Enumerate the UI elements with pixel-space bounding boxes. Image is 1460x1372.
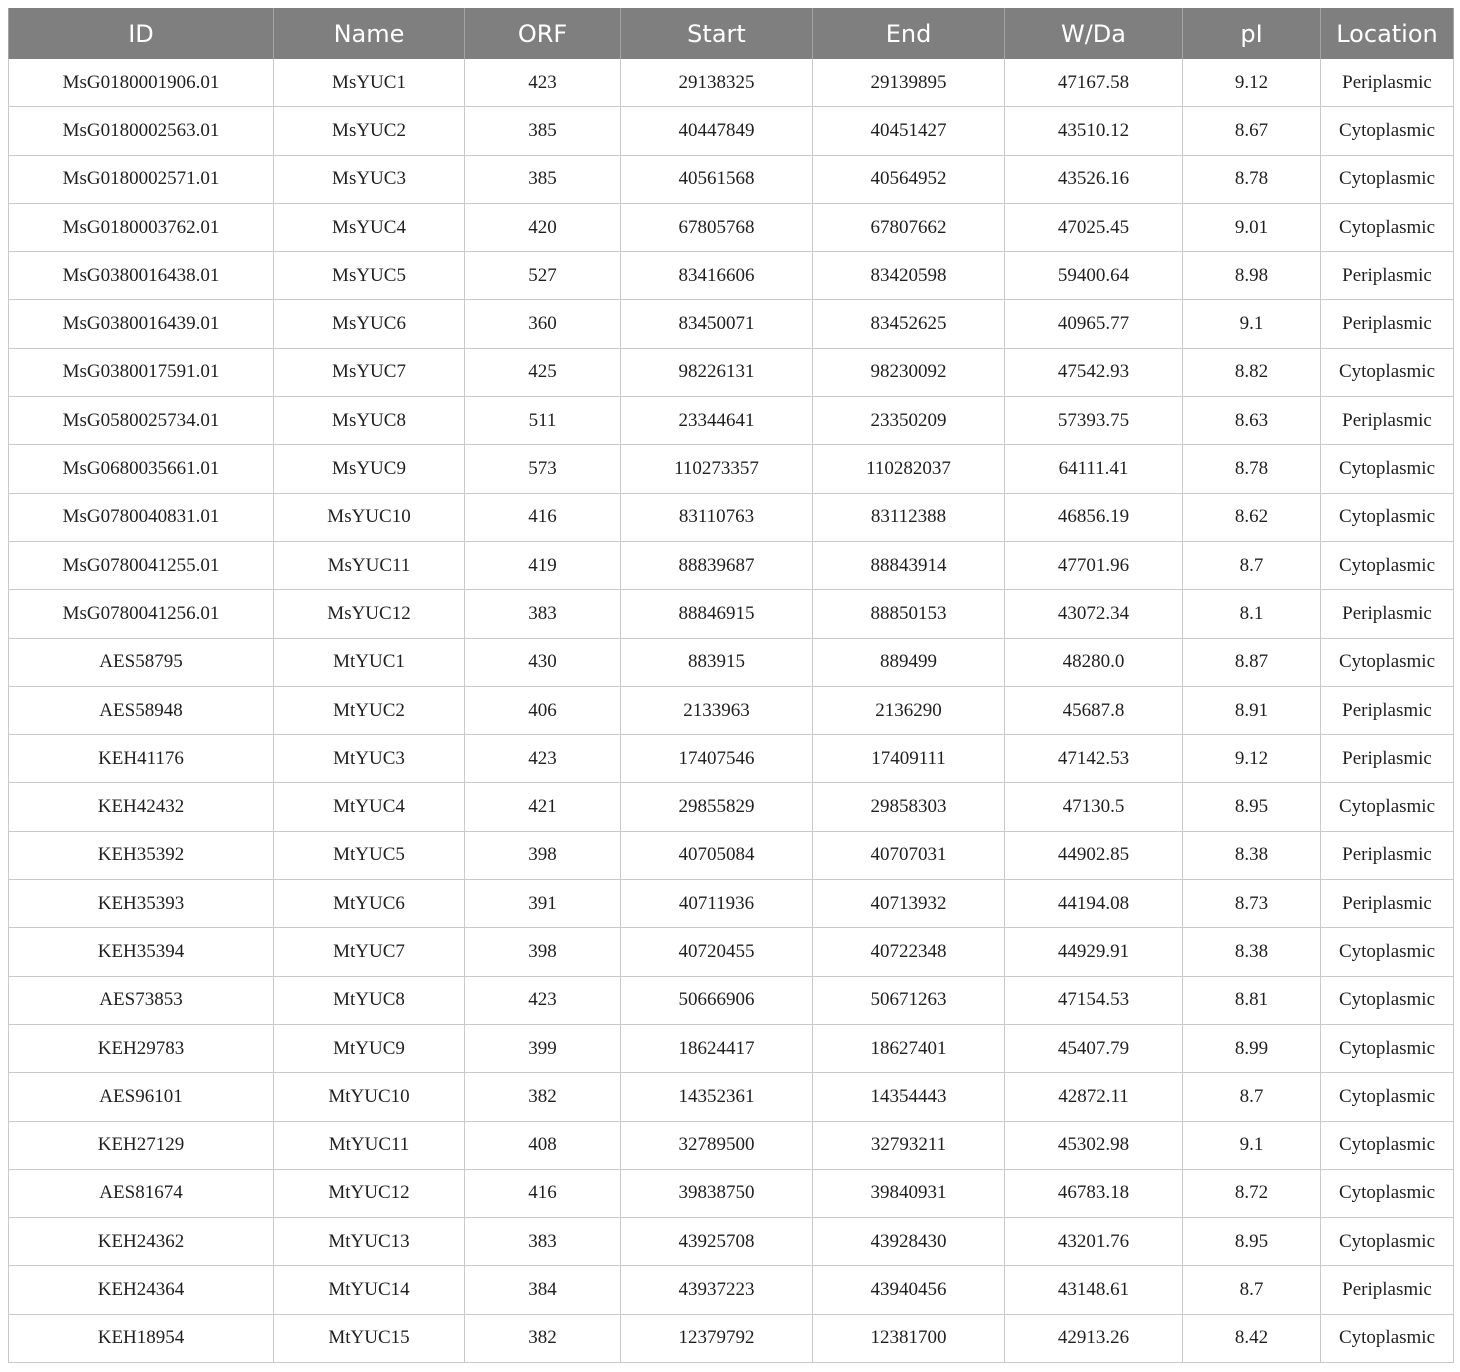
cell-location: Periplasmic: [1321, 590, 1454, 638]
cell-orf: 416: [465, 493, 621, 541]
cell-orf: 423: [465, 976, 621, 1024]
cell-pi: 8.87: [1183, 638, 1321, 686]
cell-id: KEH27129: [9, 1121, 274, 1169]
cell-start: 43937223: [621, 1266, 813, 1314]
cell-pi: 8.78: [1183, 155, 1321, 203]
cell-start: 88839687: [621, 541, 813, 589]
cell-start: 40447849: [621, 107, 813, 155]
cell-name: MsYUC5: [274, 252, 465, 300]
cell-end: 83112388: [813, 493, 1005, 541]
cell-pi: 8.99: [1183, 1024, 1321, 1072]
cell-pi: 8.63: [1183, 397, 1321, 445]
table-row: [9, 107, 1454, 155]
cell-id: KEH41176: [9, 735, 274, 783]
cell-pi: 8.7: [1183, 541, 1321, 589]
cell-id: MsG0180001906.01: [9, 59, 274, 107]
table-row: [9, 1121, 1454, 1169]
cell-orf: 382: [465, 1314, 621, 1362]
cell-weight: 48280.0: [1005, 638, 1183, 686]
cell-weight: 43510.12: [1005, 107, 1183, 155]
cell-location: Cytoplasmic: [1321, 1169, 1454, 1217]
cell-pi: 9.1: [1183, 1121, 1321, 1169]
cell-weight: 45407.79: [1005, 1024, 1183, 1072]
cell-start: 12379792: [621, 1314, 813, 1362]
cell-start: 67805768: [621, 203, 813, 251]
cell-weight: 46783.18: [1005, 1169, 1183, 1217]
cell-name: MsYUC6: [274, 300, 465, 348]
cell-name: MtYUC3: [274, 735, 465, 783]
cell-weight: 40965.77: [1005, 300, 1183, 348]
cell-orf: 527: [465, 252, 621, 300]
cell-end: 39840931: [813, 1169, 1005, 1217]
table-row: [9, 686, 1454, 734]
cell-pi: 8.73: [1183, 880, 1321, 928]
cell-orf: 385: [465, 155, 621, 203]
cell-pi: 8.72: [1183, 1169, 1321, 1217]
table-row: [9, 541, 1454, 589]
cell-weight: 43201.76: [1005, 1218, 1183, 1266]
cell-orf: 383: [465, 590, 621, 638]
cell-name: MtYUC1: [274, 638, 465, 686]
column-header-name: Name: [274, 8, 465, 59]
cell-weight: 64111.41: [1005, 445, 1183, 493]
cell-id: MsG0380016439.01: [9, 300, 274, 348]
cell-orf: 383: [465, 1218, 621, 1266]
column-header-orf: ORF: [465, 8, 621, 59]
cell-orf: 384: [465, 1266, 621, 1314]
cell-orf: 385: [465, 107, 621, 155]
cell-end: 29139895: [813, 59, 1005, 107]
yuc-gene-table: [8, 8, 1454, 1363]
cell-pi: 8.42: [1183, 1314, 1321, 1362]
cell-pi: 8.38: [1183, 831, 1321, 879]
cell-name: MtYUC9: [274, 1024, 465, 1072]
table-row: [9, 348, 1454, 396]
cell-location: Periplasmic: [1321, 397, 1454, 445]
cell-id: MsG0380016438.01: [9, 252, 274, 300]
cell-end: 40451427: [813, 107, 1005, 155]
cell-orf: 423: [465, 59, 621, 107]
cell-end: 83420598: [813, 252, 1005, 300]
cell-end: 40564952: [813, 155, 1005, 203]
cell-end: 2136290: [813, 686, 1005, 734]
cell-end: 83452625: [813, 300, 1005, 348]
cell-id: MsG0680035661.01: [9, 445, 274, 493]
cell-start: 29855829: [621, 783, 813, 831]
cell-weight: 42872.11: [1005, 1073, 1183, 1121]
cell-start: 50666906: [621, 976, 813, 1024]
cell-weight: 47701.96: [1005, 541, 1183, 589]
cell-location: Cytoplasmic: [1321, 541, 1454, 589]
column-header-end: End: [813, 8, 1005, 59]
cell-end: 40713932: [813, 880, 1005, 928]
table-row: [9, 300, 1454, 348]
cell-start: 40561568: [621, 155, 813, 203]
cell-location: Periplasmic: [1321, 735, 1454, 783]
cell-end: 50671263: [813, 976, 1005, 1024]
cell-location: Cytoplasmic: [1321, 107, 1454, 155]
table-row: [9, 252, 1454, 300]
cell-location: Periplasmic: [1321, 686, 1454, 734]
cell-name: MtYUC14: [274, 1266, 465, 1314]
cell-end: 67807662: [813, 203, 1005, 251]
cell-start: 32789500: [621, 1121, 813, 1169]
cell-location: Cytoplasmic: [1321, 155, 1454, 203]
cell-name: MtYUC7: [274, 928, 465, 976]
cell-end: 43928430: [813, 1218, 1005, 1266]
cell-name: MsYUC12: [274, 590, 465, 638]
cell-end: 40707031: [813, 831, 1005, 879]
cell-orf: 398: [465, 831, 621, 879]
table-row: [9, 203, 1454, 251]
cell-start: 40705084: [621, 831, 813, 879]
cell-id: KEH24362: [9, 1218, 274, 1266]
cell-id: KEH42432: [9, 783, 274, 831]
table-row: [9, 976, 1454, 1024]
cell-end: 40722348: [813, 928, 1005, 976]
cell-id: MsG0180002571.01: [9, 155, 274, 203]
cell-end: 88843914: [813, 541, 1005, 589]
cell-end: 17409111: [813, 735, 1005, 783]
cell-name: MtYUC6: [274, 880, 465, 928]
cell-pi: 9.12: [1183, 735, 1321, 783]
cell-weight: 59400.64: [1005, 252, 1183, 300]
cell-orf: 398: [465, 928, 621, 976]
cell-weight: 47130.5: [1005, 783, 1183, 831]
cell-id: KEH35393: [9, 880, 274, 928]
cell-weight: 47142.53: [1005, 735, 1183, 783]
cell-name: MtYUC11: [274, 1121, 465, 1169]
cell-location: Cytoplasmic: [1321, 203, 1454, 251]
table-row: [9, 1024, 1454, 1072]
cell-end: 98230092: [813, 348, 1005, 396]
cell-name: MsYUC9: [274, 445, 465, 493]
table-row: [9, 59, 1454, 107]
cell-pi: 8.38: [1183, 928, 1321, 976]
table-row: [9, 831, 1454, 879]
cell-pi: 8.98: [1183, 252, 1321, 300]
cell-id: KEH35394: [9, 928, 274, 976]
cell-start: 17407546: [621, 735, 813, 783]
table-row: [9, 1266, 1454, 1314]
cell-start: 883915: [621, 638, 813, 686]
cell-id: MsG0780040831.01: [9, 493, 274, 541]
cell-location: Periplasmic: [1321, 252, 1454, 300]
cell-location: Cytoplasmic: [1321, 445, 1454, 493]
table-row: [9, 1314, 1454, 1362]
cell-name: MsYUC10: [274, 493, 465, 541]
cell-id: KEH18954: [9, 1314, 274, 1362]
cell-end: 32793211: [813, 1121, 1005, 1169]
cell-orf: 425: [465, 348, 621, 396]
cell-pi: 8.67: [1183, 107, 1321, 155]
cell-start: 98226131: [621, 348, 813, 396]
cell-location: Cytoplasmic: [1321, 638, 1454, 686]
cell-orf: 399: [465, 1024, 621, 1072]
cell-weight: 43526.16: [1005, 155, 1183, 203]
cell-end: 889499: [813, 638, 1005, 686]
cell-name: MtYUC5: [274, 831, 465, 879]
cell-location: Periplasmic: [1321, 59, 1454, 107]
cell-end: 18627401: [813, 1024, 1005, 1072]
cell-weight: 45687.8: [1005, 686, 1183, 734]
cell-start: 29138325: [621, 59, 813, 107]
cell-start: 110273357: [621, 445, 813, 493]
table-row: [9, 155, 1454, 203]
cell-orf: 408: [465, 1121, 621, 1169]
cell-name: MsYUC7: [274, 348, 465, 396]
cell-id: KEH24364: [9, 1266, 274, 1314]
cell-location: Cytoplasmic: [1321, 783, 1454, 831]
cell-name: MsYUC8: [274, 397, 465, 445]
cell-weight: 44194.08: [1005, 880, 1183, 928]
cell-id: MsG0780041255.01: [9, 541, 274, 589]
cell-start: 23344641: [621, 397, 813, 445]
header-row: [9, 8, 1454, 59]
table-row: [9, 1073, 1454, 1121]
cell-name: MtYUC2: [274, 686, 465, 734]
cell-start: 39838750: [621, 1169, 813, 1217]
cell-id: MsG0380017591.01: [9, 348, 274, 396]
cell-weight: 57393.75: [1005, 397, 1183, 445]
cell-orf: 511: [465, 397, 621, 445]
cell-pi: 8.95: [1183, 783, 1321, 831]
cell-location: Periplasmic: [1321, 300, 1454, 348]
cell-id: KEH35392: [9, 831, 274, 879]
column-header-pi: pI: [1183, 8, 1321, 59]
cell-id: MsG0580025734.01: [9, 397, 274, 445]
cell-name: MsYUC11: [274, 541, 465, 589]
table-row: [9, 1218, 1454, 1266]
cell-start: 43925708: [621, 1218, 813, 1266]
cell-start: 14352361: [621, 1073, 813, 1121]
cell-name: MsYUC4: [274, 203, 465, 251]
cell-pi: 8.7: [1183, 1073, 1321, 1121]
cell-orf: 430: [465, 638, 621, 686]
column-header-location: Location: [1321, 8, 1454, 59]
cell-orf: 391: [465, 880, 621, 928]
cell-pi: 8.82: [1183, 348, 1321, 396]
cell-weight: 47542.93: [1005, 348, 1183, 396]
cell-pi: 8.95: [1183, 1218, 1321, 1266]
cell-id: AES96101: [9, 1073, 274, 1121]
cell-name: MtYUC13: [274, 1218, 465, 1266]
cell-orf: 423: [465, 735, 621, 783]
cell-pi: 9.1: [1183, 300, 1321, 348]
column-header-id: ID: [9, 8, 274, 59]
cell-location: Cytoplasmic: [1321, 1073, 1454, 1121]
cell-start: 40720455: [621, 928, 813, 976]
cell-id: AES58795: [9, 638, 274, 686]
table-row: [9, 397, 1454, 445]
cell-id: AES81674: [9, 1169, 274, 1217]
cell-location: Cytoplasmic: [1321, 1314, 1454, 1362]
cell-pi: 9.12: [1183, 59, 1321, 107]
cell-end: 29858303: [813, 783, 1005, 831]
cell-orf: 406: [465, 686, 621, 734]
cell-pi: 8.7: [1183, 1266, 1321, 1314]
cell-weight: 45302.98: [1005, 1121, 1183, 1169]
cell-end: 12381700: [813, 1314, 1005, 1362]
cell-location: Cytoplasmic: [1321, 1121, 1454, 1169]
table-row: [9, 880, 1454, 928]
cell-location: Cytoplasmic: [1321, 976, 1454, 1024]
cell-end: 23350209: [813, 397, 1005, 445]
cell-weight: 44902.85: [1005, 831, 1183, 879]
cell-end: 88850153: [813, 590, 1005, 638]
cell-location: Periplasmic: [1321, 880, 1454, 928]
table-row: [9, 735, 1454, 783]
cell-end: 110282037: [813, 445, 1005, 493]
cell-orf: 573: [465, 445, 621, 493]
cell-weight: 47154.53: [1005, 976, 1183, 1024]
table-row: [9, 1169, 1454, 1217]
column-header-weight: W/Da: [1005, 8, 1183, 59]
table-row: [9, 783, 1454, 831]
cell-weight: 43148.61: [1005, 1266, 1183, 1314]
cell-orf: 421: [465, 783, 621, 831]
cell-name: MsYUC2: [274, 107, 465, 155]
cell-id: AES58948: [9, 686, 274, 734]
data-table-container: [8, 8, 1453, 1363]
cell-weight: 46856.19: [1005, 493, 1183, 541]
cell-start: 40711936: [621, 880, 813, 928]
cell-pi: 8.62: [1183, 493, 1321, 541]
cell-location: Periplasmic: [1321, 1266, 1454, 1314]
cell-orf: 382: [465, 1073, 621, 1121]
cell-start: 18624417: [621, 1024, 813, 1072]
cell-weight: 43072.34: [1005, 590, 1183, 638]
column-header-start: Start: [621, 8, 813, 59]
cell-start: 83450071: [621, 300, 813, 348]
table-row: [9, 590, 1454, 638]
cell-pi: 8.1: [1183, 590, 1321, 638]
cell-name: MtYUC15: [274, 1314, 465, 1362]
table-row: [9, 445, 1454, 493]
cell-name: MsYUC1: [274, 59, 465, 107]
cell-name: MtYUC12: [274, 1169, 465, 1217]
cell-orf: 416: [465, 1169, 621, 1217]
cell-pi: 8.81: [1183, 976, 1321, 1024]
cell-end: 14354443: [813, 1073, 1005, 1121]
cell-id: MsG0780041256.01: [9, 590, 274, 638]
cell-location: Cytoplasmic: [1321, 493, 1454, 541]
cell-weight: 42913.26: [1005, 1314, 1183, 1362]
table-body: [9, 59, 1454, 1363]
cell-id: MsG0180003762.01: [9, 203, 274, 251]
cell-weight: 47167.58: [1005, 59, 1183, 107]
cell-orf: 419: [465, 541, 621, 589]
cell-start: 83416606: [621, 252, 813, 300]
cell-weight: 47025.45: [1005, 203, 1183, 251]
cell-location: Periplasmic: [1321, 831, 1454, 879]
cell-location: Cytoplasmic: [1321, 348, 1454, 396]
cell-id: AES73853: [9, 976, 274, 1024]
cell-location: Cytoplasmic: [1321, 1024, 1454, 1072]
cell-orf: 420: [465, 203, 621, 251]
cell-pi: 8.78: [1183, 445, 1321, 493]
cell-name: MtYUC4: [274, 783, 465, 831]
cell-end: 43940456: [813, 1266, 1005, 1314]
cell-name: MtYUC8: [274, 976, 465, 1024]
cell-pi: 8.91: [1183, 686, 1321, 734]
cell-id: KEH29783: [9, 1024, 274, 1072]
cell-name: MsYUC3: [274, 155, 465, 203]
cell-start: 2133963: [621, 686, 813, 734]
cell-start: 88846915: [621, 590, 813, 638]
cell-location: Cytoplasmic: [1321, 1218, 1454, 1266]
table-row: [9, 928, 1454, 976]
cell-pi: 9.01: [1183, 203, 1321, 251]
cell-orf: 360: [465, 300, 621, 348]
table-row: [9, 638, 1454, 686]
cell-weight: 44929.91: [1005, 928, 1183, 976]
cell-id: MsG0180002563.01: [9, 107, 274, 155]
cell-name: MtYUC10: [274, 1073, 465, 1121]
cell-start: 83110763: [621, 493, 813, 541]
cell-location: Cytoplasmic: [1321, 928, 1454, 976]
table-row: [9, 493, 1454, 541]
